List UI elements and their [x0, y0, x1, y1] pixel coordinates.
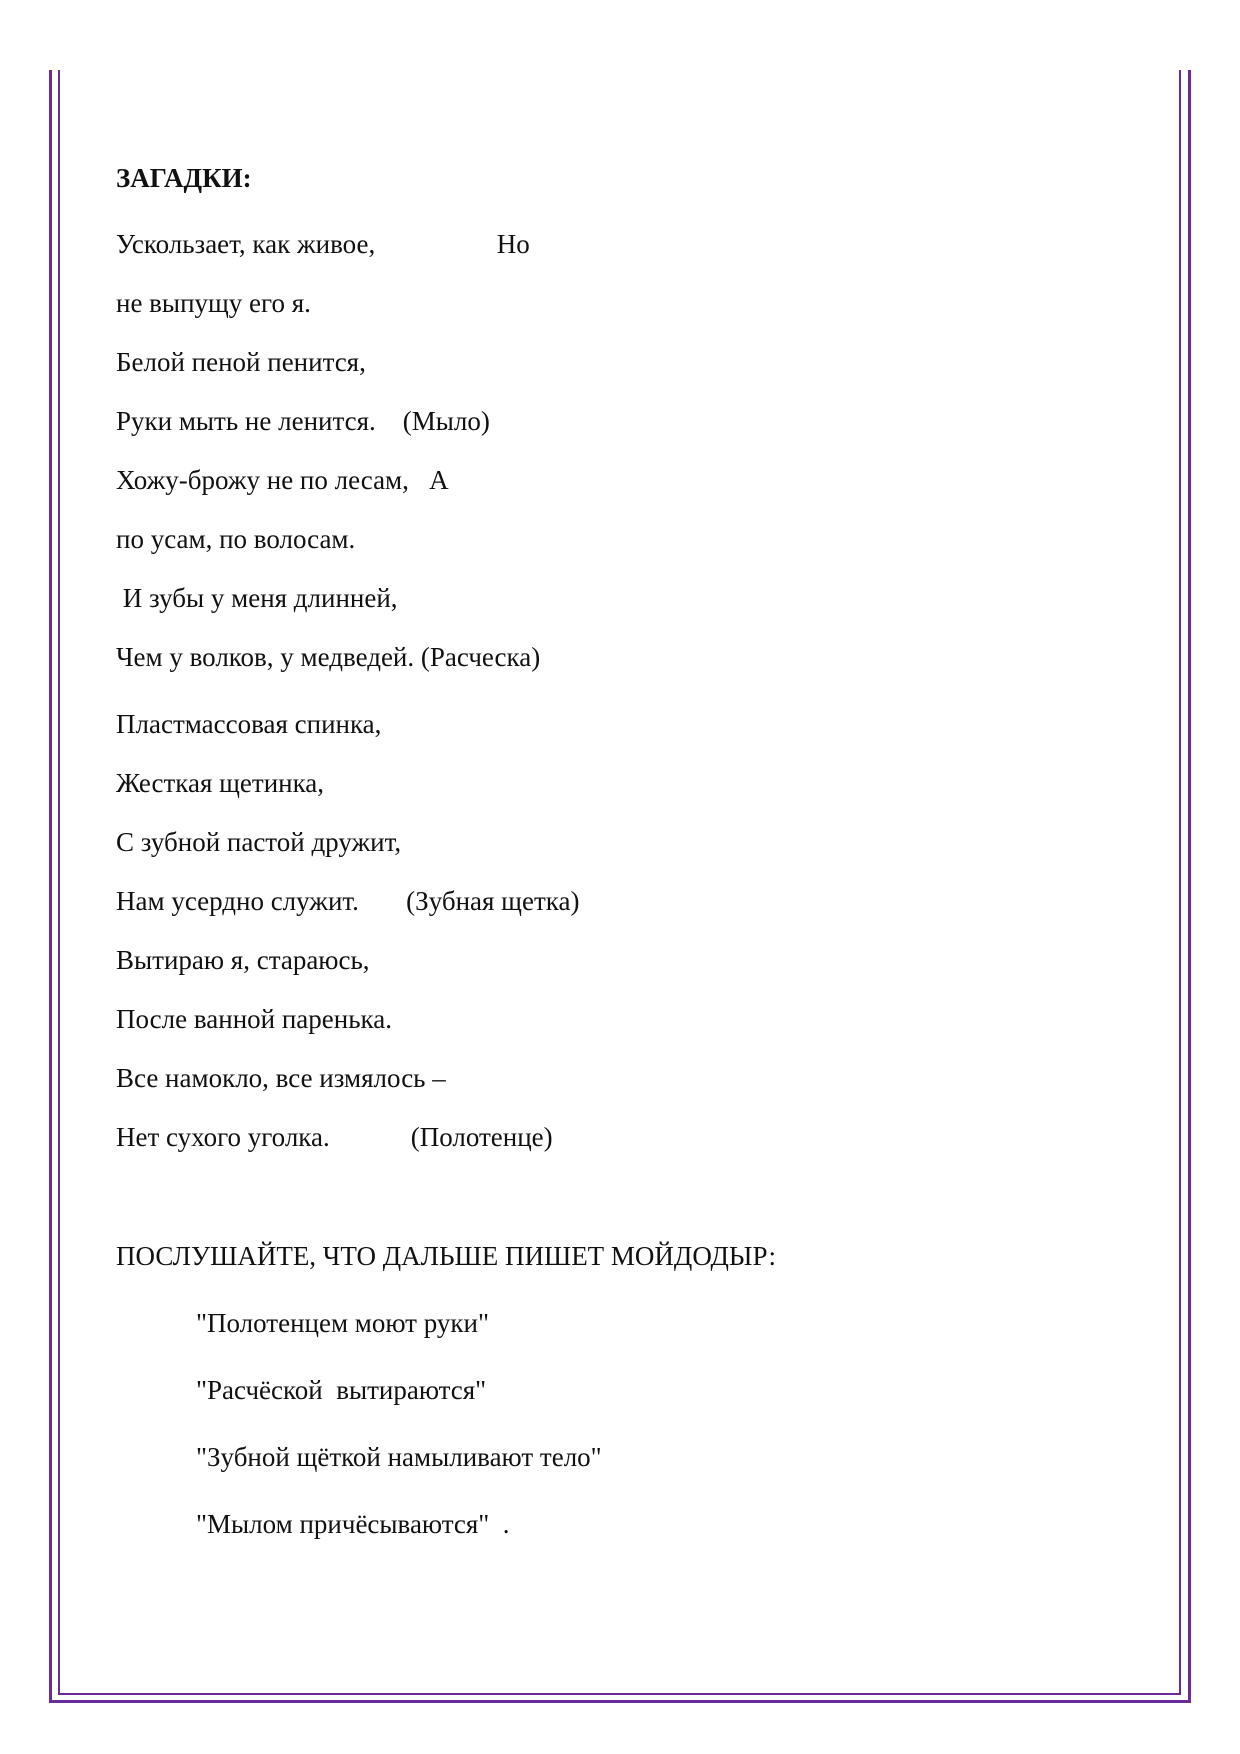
- riddle-4-line-3: Все намокло, все измялось –: [116, 1063, 446, 1093]
- section-title: ПОСЛУШАЙТЕ, ЧТО ДАЛЬШЕ ПИШЕТ МОЙДОДЫР:: [116, 1241, 776, 1271]
- riddle-3-line-4: Нам усердно служит. (Зубная щетка): [116, 886, 580, 916]
- frame-left-outer: [49, 70, 52, 1703]
- riddle-2-line-1: Хожу-брожу не по лесам, А: [116, 465, 449, 495]
- riddle-4-line-1: Вытираю я, стараюсь,: [116, 945, 370, 975]
- frame-bottom-outer: [49, 1700, 1191, 1703]
- riddle-1-line-1: Ускользает, как живое, Но: [116, 229, 530, 259]
- frame-left-inner: [58, 70, 60, 1695]
- riddle-3-line-3: С зубной пастой дружит,: [116, 827, 402, 857]
- riddle-3-line-1: Пластмассовая спинка,: [116, 709, 382, 739]
- page-heading: ЗАГАДКИ:: [116, 163, 252, 193]
- riddle-4-line-4: Нет сухого уголка. (Полотенце): [116, 1122, 553, 1152]
- frame-bottom-inner: [58, 1693, 1181, 1695]
- quote-3: "Зубной щёткой намыливают тело": [196, 1442, 602, 1472]
- riddle-3-line-2: Жесткая щетинка,: [116, 768, 325, 798]
- frame-right-outer: [1188, 70, 1191, 1703]
- riddle-2-line-3: И зубы у меня длинней,: [116, 583, 398, 613]
- riddle-1-line-4: Руки мыть не ленится. (Мыло): [116, 406, 490, 436]
- riddle-1-line-2: не выпущу его я.: [116, 288, 311, 318]
- quote-2: "Расчёской вытираются": [196, 1375, 487, 1405]
- frame-right-inner: [1179, 70, 1181, 1695]
- riddle-1-line-3: Белой пеной пенится,: [116, 347, 366, 377]
- riddle-2-line-4: Чем у волков, у медведей. (Расческа): [116, 642, 541, 672]
- riddle-4-line-2: После ванной паренька.: [116, 1004, 392, 1034]
- riddle-2-line-2: по усам, по волосам.: [116, 524, 356, 554]
- quote-4: "Мылом причёсываются" .: [196, 1509, 510, 1539]
- quote-1: "Полотенцем моют руки": [196, 1308, 489, 1338]
